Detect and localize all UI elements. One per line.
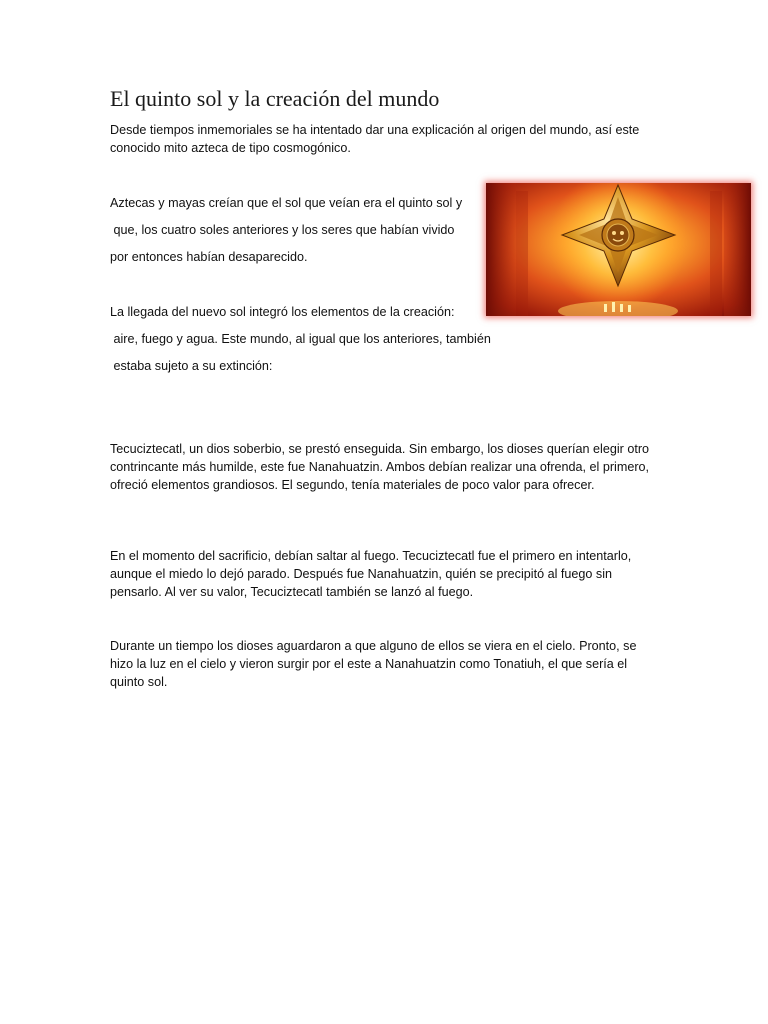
paragraph-sacrifice: En el momento del sacrificio, debían saltar al fuego. Tecuciztecatl fue el primero en intentarlo, aunque el miedo lo dejó parado. Después fue Nanahuatzin, quién se precipitó al fuego sin pensarlo. Al ver su valor, Tecuciztecatl también se lanzó al fuego. xyxy=(110,549,632,599)
intro-line-2: conocido mito azteca de tipo cosmogónico. xyxy=(110,141,351,155)
paragraph-fifth-sun: Durante un tiempo los dioses aguardaron a que alguno de ellos se viera en el cielo. Pronto, se hizo la luz en el cielo y vieron surgir por el este a Nanahuatzin como Tonatiuh, el que sería el quinto sol. xyxy=(110,639,637,689)
beliefs-line-1: Aztecas y mayas creían que el sol que veían era el quinto sol y xyxy=(110,196,463,210)
beliefs-line-3: por entonces habían desaparecido. xyxy=(110,250,308,264)
page-title: El quinto sol y la creación del mundo xyxy=(110,86,440,111)
intro-line-1: Desde tiempos inmemoriales se ha intentado dar una explicación al origen del mundo, así este xyxy=(110,123,640,137)
beliefs-line-2: que, los cuatro soles anteriores y los seres que habían vivido xyxy=(110,223,455,237)
new-sun-line-1: La llegada del nuevo sol integró los elementos de la creación: xyxy=(110,305,455,319)
fifth-sun-star-illustration xyxy=(486,183,751,316)
new-sun-line-2: aire, fuego y agua. Este mundo, al igual que los anteriores, también xyxy=(110,332,491,346)
paragraph-tecuciztecatl: Tecuciztecatl, un dios soberbio, se prestó enseguida. Sin embargo, los dioses querían elegir otro contrincante más humilde, este fue Nanahuatzin. Ambos debían realizar una ofrenda, el primero, ofreció elementos grandiosos. El segundo, tenía materiales de poco valor para ofrecer. xyxy=(110,442,650,492)
fifth-sun-image xyxy=(486,183,751,316)
new-sun-line-3: estaba sujeto a su extinción: xyxy=(110,359,273,373)
